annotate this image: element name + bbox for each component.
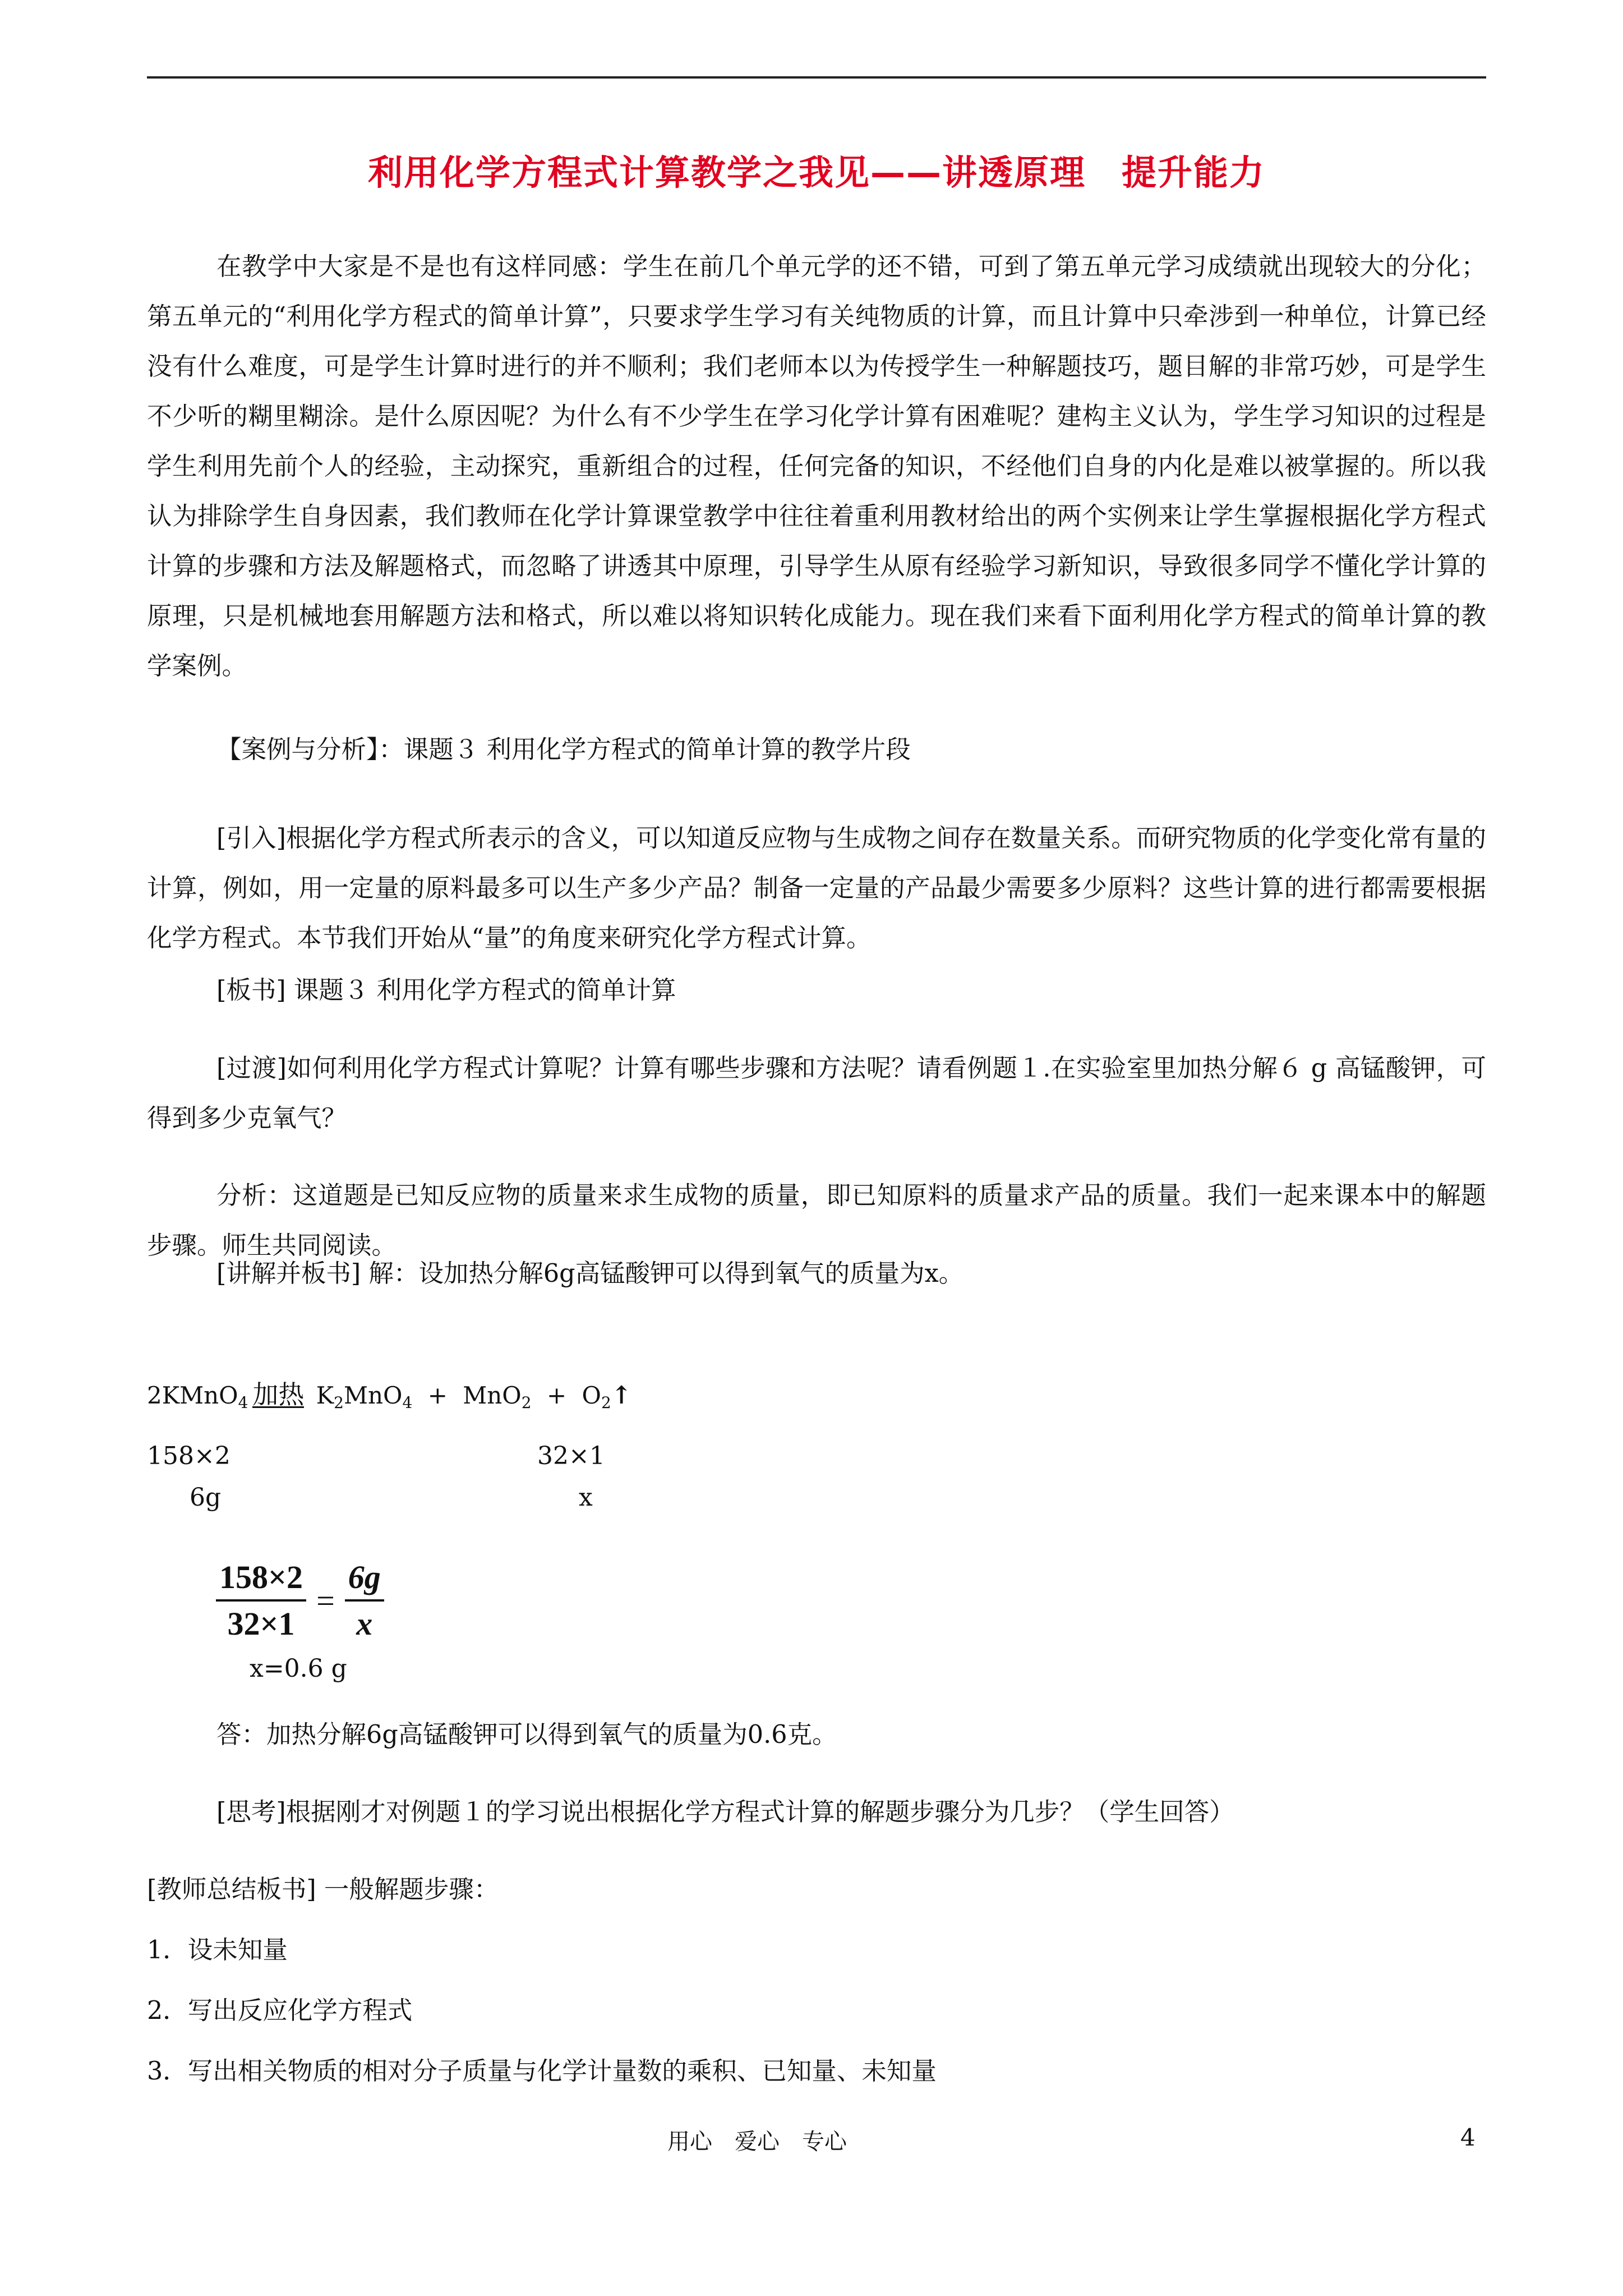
case-heading: 【案例与分析】：课题３ 利用化学方程式的简单计算的教学片段 [216, 735, 911, 764]
transition-paragraph: [过渡]如何利用化学方程式计算呢？计算有哪些步骤和方法呢？请看例题１.在实验室里加热分解６ g 高锰酸钾，可得到多少克氧气？ [147, 1054, 1486, 1133]
answer-line: 答：加热分解6g高锰酸钾可以得到氧气的质量为0.6克。 [216, 1720, 837, 1749]
mass-row1-left: 158×2 [147, 1442, 230, 1470]
board-title: [板书] 课题３ 利用化学方程式的简单计算 [216, 976, 676, 1005]
eq-plus2: + [546, 1382, 567, 1409]
chemical-equation [147, 1374, 632, 1412]
left-fraction [216, 1558, 306, 1642]
footer-motto: 用心 爱心 专心 [667, 2129, 847, 2155]
right-denominator: x [356, 1605, 373, 1642]
eq-reactant: 2KMnO [147, 1382, 238, 1409]
step-item: 1．设未知量 [147, 1936, 288, 1964]
summary-title: [教师总结板书] 一般解题步骤： [147, 1875, 499, 1904]
eq-plus1: + [427, 1382, 448, 1409]
proportion-equation [216, 1558, 384, 1642]
step-item: 3．写出相关物质的相对分子质量与化学计量数的乘积、已知量、未知量 [147, 2057, 937, 2086]
eq-product3: O [582, 1382, 601, 1409]
left-numerator: 158×2 [216, 1558, 306, 1602]
eq-product1: K [316, 1382, 334, 1409]
intro-paragraph: 在教学中大家是不是也有这样同感：学生在前几个单元学的还不错，可到了第五单元学习成绩就出现较大的分化；第五单元的“利用化学方程式的简单计算”，只要求学生学习有关纯物质的计算，而且计算中只牵涉到一种单位，计算已经没有什么难度，可是学生计算时进行的并不顺利；我们老师本以为传授学生一种解题技巧，题目解的非常巧妙，可是学生不少听的糊里糊涂。是什么原因呢？为什么有不少学生在学习化学计算有困难呢？建构主义认为，学生学习知识的过程是学生利用先前个人的经验，主动探究，重新组合的过程，任何完备的知识，不经他们自身的内化是难以被掌握的。所以我认为排除学生自身因素，我们教师在化学计算课堂教学中往往着重利用教材给出的两个实例来让学生掌握根据化学方程式计算的步骤和方法及解题格式，而忽略了讲透其中原理，引导学生从原有经验学习新知识，导致很多同学不懂化学计算的原理，只是机械地套用解题方法和格式，所以难以将知识转化成能力。现在我们来看下面利用化学方程式的简单计算的教学案例。 [147, 252, 1486, 680]
gas-arrow-icon: ↑ [611, 1381, 632, 1410]
page-title: 利用化学方程式计算教学之我见——讲透原理 提升能力 [367, 152, 1265, 193]
equals-sign: = [316, 1582, 335, 1619]
page-number: 4 [1460, 2124, 1476, 2151]
left-denominator: 32×1 [227, 1605, 295, 1642]
eq-condition-text: 加热 [252, 1379, 305, 1410]
step-item: 2．写出反应化学方程式 [147, 1996, 413, 2025]
eq-condition [252, 1374, 304, 1411]
result-line: x=0.6 g [250, 1654, 347, 1683]
header-rule [147, 76, 1486, 79]
mass-row1-right: 32×1 [537, 1442, 605, 1470]
mass-row2-right: x [579, 1483, 593, 1512]
eq-product1-sub1: 2 [334, 1393, 344, 1412]
explain-paragraph: [讲解并板书] 解：设加热分解6g高锰酸钾可以得到氧气的质量为x。 [216, 1259, 964, 1288]
mass-row2-left: 6g [190, 1483, 222, 1512]
eq-reactant-sub: 4 [238, 1393, 248, 1412]
eq-product3-sub: 2 [601, 1393, 611, 1412]
eq-product2: MnO [463, 1382, 522, 1409]
eq-product1-mid: MnO [344, 1382, 403, 1409]
analysis-paragraph: 分析：这道题是已知反应物的质量来求生成物的质量，即已知原料的质量求产品的质量。我们一起来课本中的解题步骤。师生共同阅读。 [147, 1181, 1486, 1260]
eq-product2-sub: 2 [521, 1393, 532, 1412]
right-numerator: 6g [345, 1558, 384, 1602]
think-paragraph: [思考]根据刚才对例题１的学习说出根据化学方程式计算的解题步骤分为几步？（学生回答） [216, 1798, 1234, 1826]
right-fraction [345, 1558, 384, 1642]
eq-product1-sub2: 4 [402, 1393, 413, 1412]
intro-section: [引入]根据化学方程式所表示的含义，可以知道反应物与生成物之间存在数量关系。而研究物质的化学变化常有量的计算，例如，用一定量的原料最多可以生产多少产品？制备一定量的产品最少需要多少原料？这些计算的进行都需要根据化学方程式。本节我们开始从“量”的角度来研究化学方程式计算。 [147, 824, 1486, 953]
eq-condition-bar [252, 1406, 304, 1408]
